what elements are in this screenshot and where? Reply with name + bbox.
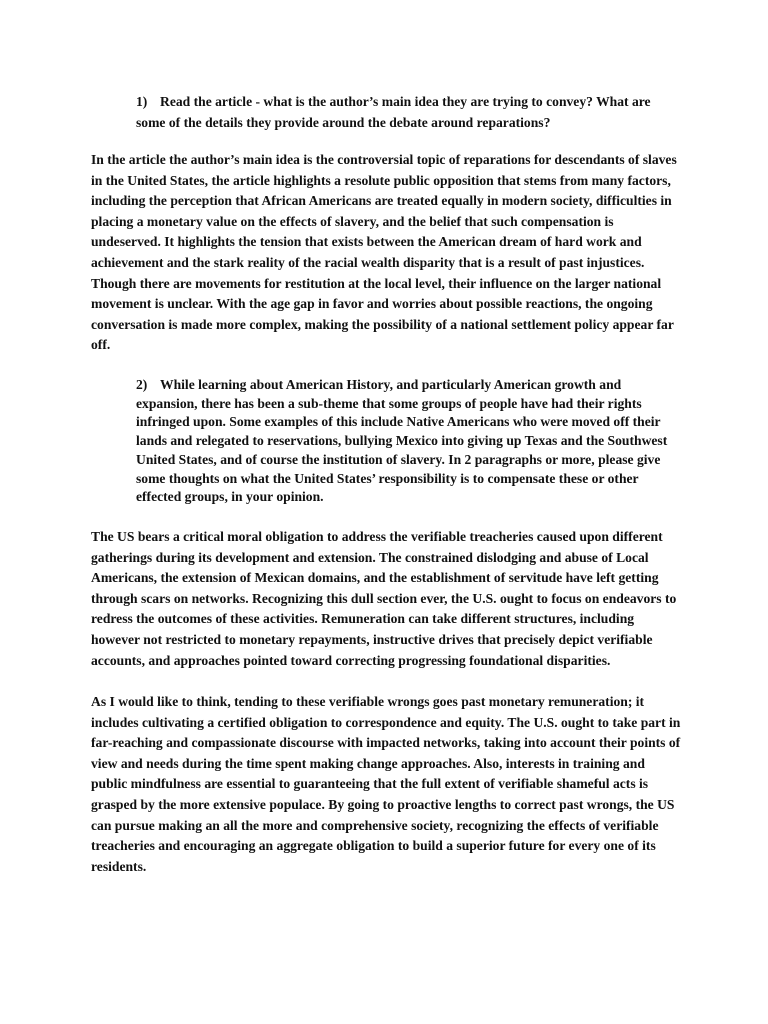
question-1-text: Read the article - what is the author’s main idea they are trying to convey? What are some of the details they provide around the debate around reparations?	[136, 94, 651, 130]
answer-1-paragraph: In the article the author’s main idea is the controversial topic of reparations for descendants of slaves in the United States, the article highlights a resolute public opposition that stems from many factors, including the perception that African Americans are treated equally in modern society, difficulties in placing a monetary value on the effects of slavery, and the belief that such compensation is undeserved. It highlights the tension that exists between the American dream of hard work and achievement and the stark reality of the racial wealth disparity that is a result of past injustices. Though there are movements for restitution at the local level, their influence on the larger national movement is unclear. With the age gap in favor and worries about possible reactions, the ongoing conversation is made more complex, making the possibility of a national settlement policy appear far off.	[91, 152, 677, 353]
question-2-number: 2)	[136, 377, 148, 392]
question-2	[136, 376, 681, 507]
answer-2-paragraph-2: As I would like to think, tending to these verifiable wrongs goes past monetary remuneration; it includes cultivating a certified obligation to correspondence and equity. The U.S. ought to take part in far-reaching and compassionate discourse with impacted networks, taking into account their points of view and needs during the time spent making change approaches. Also, interests in training and public mindfulness are essential to guaranteeing that the full extent of verifiable shameful acts is grasped by the more extensive populace. By going to proactive lengths to correct past wrongs, the US can pursue making an all the more and comprehensive society, recognizing the effects of verifiable treacheries and encouraging an aggregate obligation to build a superior future for every one of its residents.	[91, 694, 681, 874]
answer-2-paragraph-1: The US bears a critical moral obligation to address the verifiable treacheries caused upon different gatherings during its development and extension. The constrained dislodging and abuse of Local Americans, the extension of Mexican domains, and the establishment of servitude have left getting through scars on networks. Recognizing this dull section ever, the U.S. ought to focus on endeavors to redress the outcomes of these activities. Remuneration can take different structures, including however not restricted to monetary repayments, instructive drives that precisely depict verifiable accounts, and approaches pointed toward correcting progressing foundational disparities.	[91, 529, 677, 668]
question-2-text: While learning about American History, and particularly American growth and expansion, there has been a sub-theme that some groups of people have had their rights infringed upon. Some examples of this include Native Americans who were moved off their lands and relegated to reservations, bullying Mexico into giving up Texas and the Southwest United States, and of course the institution of slavery. In 2 paragraphs or more, please give some thoughts on what the United States’ responsibility is to compensate these or other effected groups, in your opinion.	[136, 377, 668, 505]
question-1	[136, 92, 681, 133]
question-1-number: 1)	[136, 94, 148, 109]
